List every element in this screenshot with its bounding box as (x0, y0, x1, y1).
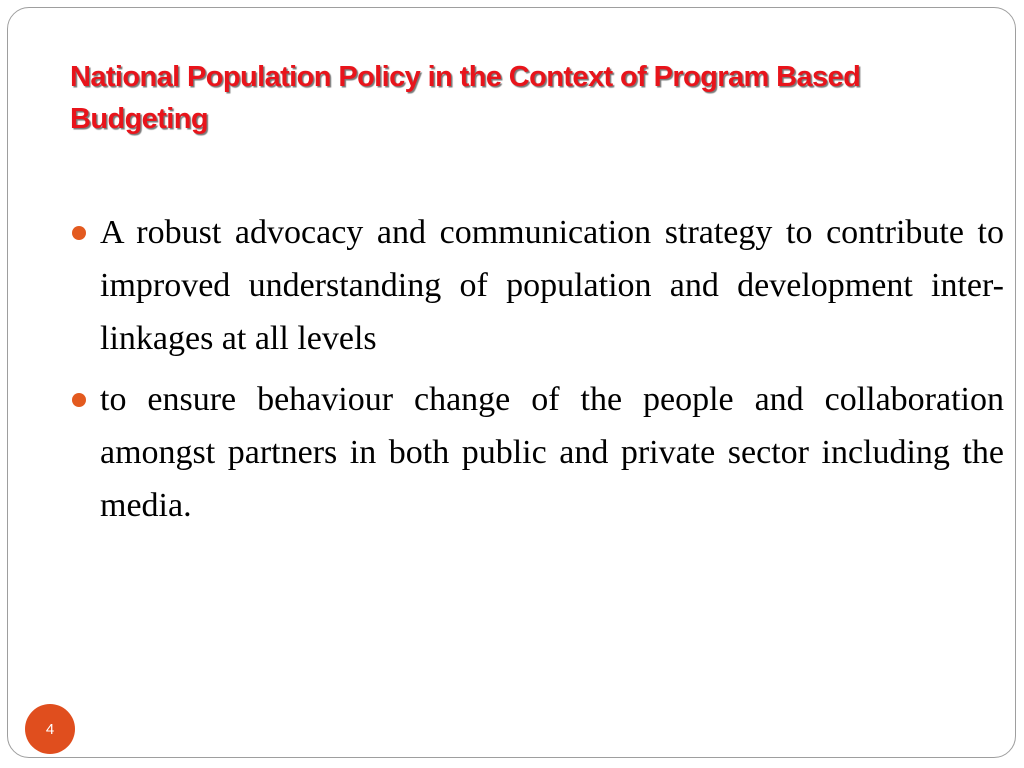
bullet-icon (72, 226, 86, 240)
slide (7, 7, 1016, 758)
bullet-text: to ensure behaviour change of the people and collaboration amongst partners in both public and private sector including the media. (100, 381, 1004, 524)
slide-title: National Population Policy in the Context of Program Based Budgeting (70, 61, 861, 135)
bullet-text: A robust advocacy and communication strategy to contribute to improved understanding of population and development inter-linkages at all levels (100, 214, 1004, 357)
page-number-badge (25, 704, 75, 754)
bullet-list (100, 206, 1004, 540)
page-number: 4 (45, 720, 55, 738)
bullet-icon (72, 393, 86, 407)
bullet-item (100, 373, 1004, 532)
bullet-item (100, 206, 1004, 365)
